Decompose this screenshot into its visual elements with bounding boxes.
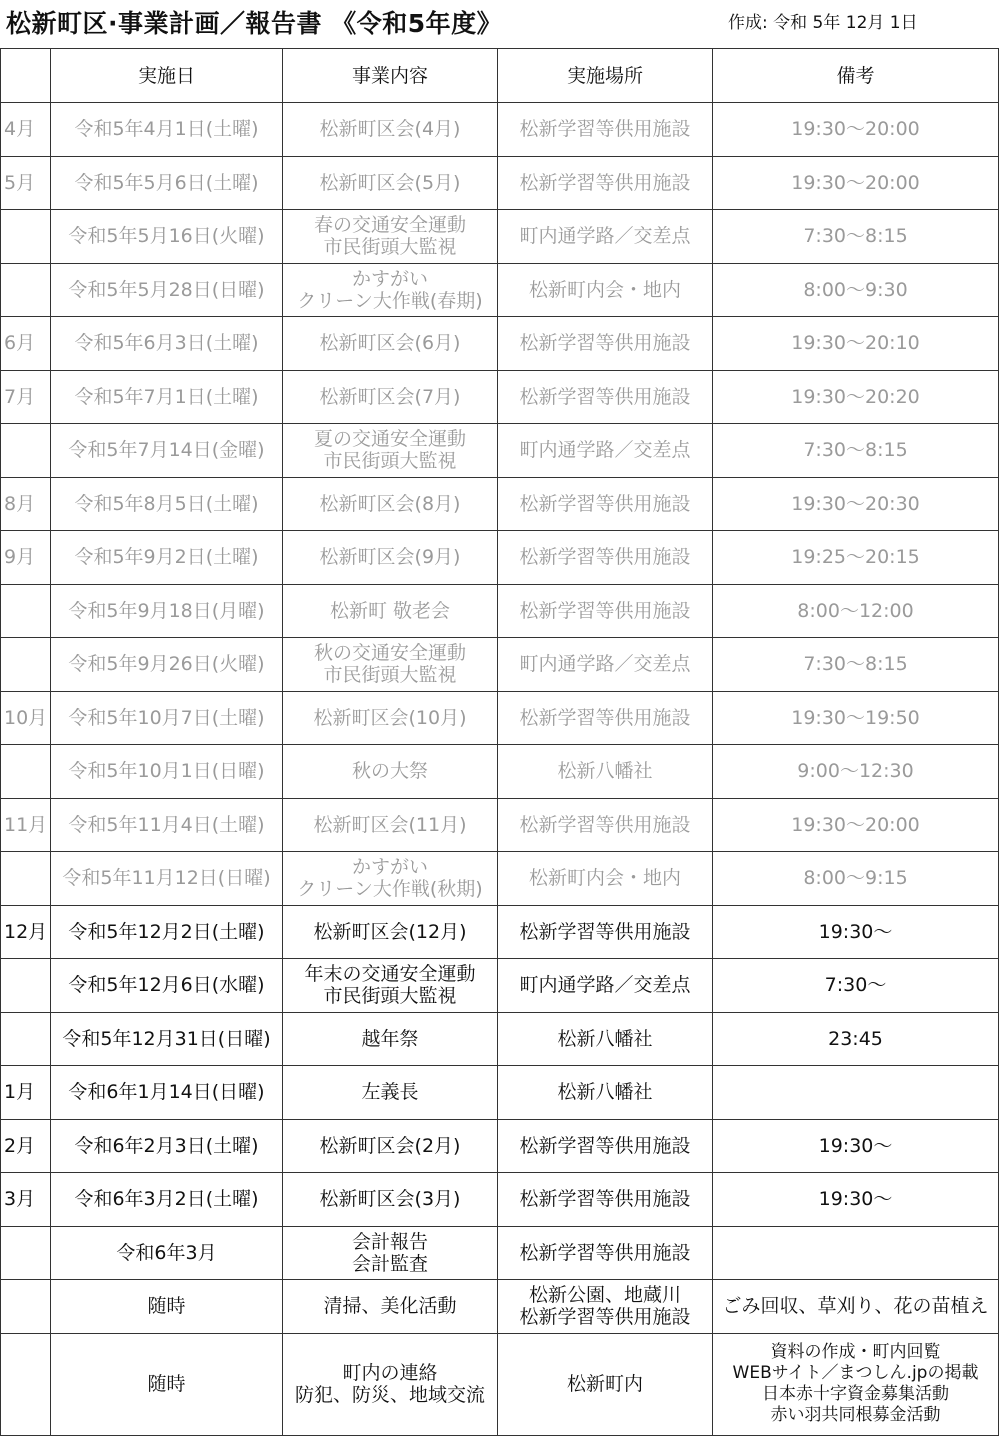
header-content: 事業内容 xyxy=(283,49,498,103)
content-cell xyxy=(283,798,498,852)
place-cell xyxy=(498,1119,713,1173)
table-row xyxy=(1,1066,999,1120)
cell-line: 松新学習等供用施設 xyxy=(519,118,691,141)
table-row xyxy=(1,798,999,852)
month-cell xyxy=(1,263,51,317)
table-row xyxy=(1,424,999,478)
cell-line: 19:30〜20:30 xyxy=(791,492,920,515)
date-cell: 令和5年6月3日(土曜) xyxy=(51,317,283,371)
content-cell xyxy=(283,210,498,264)
table-row xyxy=(1,959,999,1013)
cell-line: 赤い羽共同根募金活動 xyxy=(770,1405,941,1425)
cell-line: 松新公園、地蔵川 xyxy=(528,1284,681,1307)
month-cell xyxy=(1,745,51,799)
month-cell xyxy=(1,1012,51,1066)
cell-line: 秋の大祭 xyxy=(351,760,428,783)
content-cell xyxy=(283,1333,498,1435)
note-cell xyxy=(713,317,999,371)
month-cell xyxy=(1,1280,51,1334)
cell-line: 松新学習等供用施設 xyxy=(519,1134,691,1157)
header-place: 実施場所 xyxy=(498,49,713,103)
table-row xyxy=(1,263,999,317)
place-cell xyxy=(498,424,713,478)
place-cell xyxy=(498,156,713,210)
content-cell xyxy=(283,1066,498,1120)
header-date: 実施日 xyxy=(51,49,283,103)
cell-line: 松新学習等供用施設 xyxy=(519,1306,691,1329)
note-cell xyxy=(713,156,999,210)
place-cell xyxy=(498,1173,713,1227)
cell-line: 松新学習等供用施設 xyxy=(519,920,691,943)
place-cell xyxy=(498,317,713,371)
note-cell xyxy=(713,1333,999,1435)
note-cell xyxy=(713,852,999,906)
table-row xyxy=(1,210,999,264)
note-cell xyxy=(713,1012,999,1066)
table-row xyxy=(1,905,999,959)
date-cell: 令和6年1月14日(日曜) xyxy=(51,1066,283,1120)
cell-line: 8:00〜12:00 xyxy=(797,599,914,622)
date-cell: 随時 xyxy=(51,1280,283,1334)
cell-line: 年末の交通安全運動 xyxy=(304,963,476,986)
table-row xyxy=(1,1280,999,1334)
note-cell xyxy=(713,691,999,745)
place-cell xyxy=(498,745,713,799)
header-month xyxy=(1,49,51,103)
month-cell xyxy=(1,638,51,692)
cell-line: 松新町内会・地内 xyxy=(528,867,681,890)
cell-line: 19:30〜20:20 xyxy=(791,385,920,408)
table-row xyxy=(1,638,999,692)
table-row xyxy=(1,745,999,799)
cell-line: 資料の作成・町内回覧 xyxy=(770,1342,941,1362)
place-cell xyxy=(498,477,713,531)
cell-line: 春の交通安全運動 xyxy=(313,214,466,237)
cell-line: 越年祭 xyxy=(361,1027,419,1050)
cell-line: 町内の連絡 xyxy=(342,1362,438,1384)
month-cell xyxy=(1,210,51,264)
cell-line: 市民街頭大監視 xyxy=(323,236,457,259)
cell-line: 松新八幡社 xyxy=(557,1027,653,1050)
content-cell xyxy=(283,531,498,585)
month-cell: 5月 xyxy=(1,156,51,210)
content-cell xyxy=(283,1173,498,1227)
place-cell xyxy=(498,263,713,317)
page-title: 松新町区·事業計画／報告書 《令和5年度》 xyxy=(6,9,503,38)
cell-line: 夏の交通安全運動 xyxy=(313,428,466,451)
cell-line: 7:30〜8:15 xyxy=(803,439,908,462)
note-cell xyxy=(713,370,999,424)
content-cell xyxy=(283,1280,498,1334)
note-cell xyxy=(713,1280,999,1334)
table-row xyxy=(1,1012,999,1066)
content-cell xyxy=(283,156,498,210)
cell-line: 松新町内 xyxy=(566,1373,643,1395)
month-cell: 6月 xyxy=(1,317,51,371)
date-cell: 令和5年9月18日(月曜) xyxy=(51,584,283,638)
month-cell: 1月 xyxy=(1,1066,51,1120)
cell-line: かすがい xyxy=(351,267,428,290)
cell-line: 清掃、美化活動 xyxy=(323,1295,457,1318)
header-note: 備考 xyxy=(713,49,999,103)
cell-line: 松新学習等供用施設 xyxy=(519,171,691,194)
table-row xyxy=(1,370,999,424)
month-cell: 4月 xyxy=(1,103,51,157)
cell-line: 松新町区会(6月) xyxy=(319,332,461,355)
date-cell: 令和5年10月1日(日曜) xyxy=(51,745,283,799)
date-cell: 令和5年9月26日(火曜) xyxy=(51,638,283,692)
table-row xyxy=(1,584,999,638)
note-cell xyxy=(713,1226,999,1280)
content-cell xyxy=(283,103,498,157)
cell-line: 松新町区会(11月) xyxy=(313,813,467,836)
content-cell xyxy=(283,1226,498,1280)
cell-line: 松新学習等供用施設 xyxy=(519,332,691,355)
place-cell xyxy=(498,531,713,585)
cell-line: 松新町区会(8月) xyxy=(319,492,461,515)
cell-line: 秋の交通安全運動 xyxy=(313,642,466,665)
date-cell: 令和5年5月28日(日曜) xyxy=(51,263,283,317)
cell-line: 松新学習等供用施設 xyxy=(519,599,691,622)
table-row xyxy=(1,852,999,906)
cell-line: 7:30〜8:15 xyxy=(803,653,908,676)
date-cell: 令和5年9月2日(土曜) xyxy=(51,531,283,585)
table-row xyxy=(1,691,999,745)
cell-line: 松新学習等供用施設 xyxy=(519,1241,691,1264)
date-cell: 令和5年11月4日(土曜) xyxy=(51,798,283,852)
date-cell: 随時 xyxy=(51,1333,283,1435)
note-cell xyxy=(713,959,999,1013)
note-cell xyxy=(713,210,999,264)
table-body xyxy=(1,103,999,1436)
content-cell xyxy=(283,1119,498,1173)
cell-line: 松新学習等供用施設 xyxy=(519,1188,691,1211)
table-row xyxy=(1,1119,999,1173)
cell-line: 松新町区会(12月) xyxy=(313,920,467,943)
cell-line: 19:30〜 xyxy=(818,1134,893,1157)
place-cell xyxy=(498,584,713,638)
cell-line: 松新学習等供用施設 xyxy=(519,546,691,569)
cell-line: 19:25〜20:15 xyxy=(791,546,920,569)
created-date: 作成: 令和 5年 12月 1日 xyxy=(728,13,918,33)
cell-line: 松新学習等供用施設 xyxy=(519,706,691,729)
month-cell: 8月 xyxy=(1,477,51,531)
month-cell: 3月 xyxy=(1,1173,51,1227)
cell-line: 市民街頭大監視 xyxy=(323,664,457,687)
cell-line: 松新町区会(4月) xyxy=(319,118,461,141)
table-row xyxy=(1,1226,999,1280)
note-cell xyxy=(713,1119,999,1173)
content-cell xyxy=(283,263,498,317)
place-cell xyxy=(498,1012,713,1066)
place-cell xyxy=(498,1066,713,1120)
cell-line: 23:45 xyxy=(828,1027,883,1050)
table-row xyxy=(1,531,999,585)
place-cell xyxy=(498,905,713,959)
table-row xyxy=(1,156,999,210)
month-cell: 12月 xyxy=(1,905,51,959)
content-cell xyxy=(283,1012,498,1066)
month-cell xyxy=(1,1226,51,1280)
cell-line: 松新町区会(7月) xyxy=(319,385,461,408)
content-cell xyxy=(283,424,498,478)
cell-line: 19:30〜19:50 xyxy=(791,706,920,729)
date-cell: 令和5年7月1日(土曜) xyxy=(51,370,283,424)
place-cell xyxy=(498,691,713,745)
content-cell xyxy=(283,317,498,371)
cell-line: 松新町区会(3月) xyxy=(319,1188,461,1211)
cell-line: 松新八幡社 xyxy=(557,1081,653,1104)
content-cell xyxy=(283,959,498,1013)
cell-line: 松新学習等供用施設 xyxy=(519,492,691,515)
place-cell xyxy=(498,959,713,1013)
place-cell xyxy=(498,1333,713,1435)
cell-line: 松新町区会(2月) xyxy=(319,1134,461,1157)
date-cell: 令和5年10月7日(土曜) xyxy=(51,691,283,745)
note-cell xyxy=(713,477,999,531)
table-row xyxy=(1,1173,999,1227)
cell-line: 町内通学路／交差点 xyxy=(519,974,691,997)
month-cell: 10月 xyxy=(1,691,51,745)
place-cell xyxy=(498,1226,713,1280)
cell-line: 松新町 敬老会 xyxy=(329,599,451,622)
table-row xyxy=(1,1333,999,1435)
place-cell xyxy=(498,798,713,852)
month-cell: 7月 xyxy=(1,370,51,424)
cell-line: 松新学習等供用施設 xyxy=(519,385,691,408)
place-cell xyxy=(498,1280,713,1334)
date-cell: 令和5年7月14日(金曜) xyxy=(51,424,283,478)
content-cell xyxy=(283,691,498,745)
note-cell xyxy=(713,745,999,799)
month-cell: 9月 xyxy=(1,531,51,585)
content-cell xyxy=(283,852,498,906)
cell-line: 8:00〜9:15 xyxy=(803,867,908,890)
cell-line: 19:30〜 xyxy=(818,920,893,943)
content-cell xyxy=(283,477,498,531)
month-cell xyxy=(1,1333,51,1435)
cell-line: ごみ回収、草刈り、花の苗植え xyxy=(722,1295,989,1318)
cell-line: 町内通学路／交差点 xyxy=(519,653,691,676)
place-cell xyxy=(498,852,713,906)
table-row xyxy=(1,477,999,531)
cell-line: 松新町区会(9月) xyxy=(319,546,461,569)
place-cell xyxy=(498,103,713,157)
content-cell xyxy=(283,905,498,959)
note-cell xyxy=(713,424,999,478)
note-cell xyxy=(713,905,999,959)
month-cell xyxy=(1,584,51,638)
date-cell: 令和5年8月5日(土曜) xyxy=(51,477,283,531)
cell-line: 左義長 xyxy=(361,1081,419,1104)
month-cell xyxy=(1,959,51,1013)
cell-line: WEBサイト／まつしん.jpの掲載 xyxy=(732,1363,979,1383)
cell-line: 町内通学路／交差点 xyxy=(519,439,691,462)
table-row xyxy=(1,103,999,157)
cell-line: 松新町内会・地内 xyxy=(528,278,681,301)
place-cell xyxy=(498,210,713,264)
date-cell: 令和6年3月2日(土曜) xyxy=(51,1173,283,1227)
cell-line: 19:30〜20:10 xyxy=(791,332,920,355)
cell-line: 19:30〜20:00 xyxy=(791,171,920,194)
date-cell: 令和5年11月12日(日曜) xyxy=(51,852,283,906)
place-cell xyxy=(498,370,713,424)
cell-line: かすがい xyxy=(351,856,428,879)
cell-line: 8:00〜9:30 xyxy=(803,278,908,301)
content-cell xyxy=(283,745,498,799)
cell-line: 松新学習等供用施設 xyxy=(519,813,691,836)
note-cell xyxy=(713,584,999,638)
cell-line: 市民街頭大監視 xyxy=(323,985,457,1008)
note-cell xyxy=(713,103,999,157)
cell-line: 7:30〜 xyxy=(824,974,887,997)
cell-line: 市民街頭大監視 xyxy=(323,450,457,473)
date-cell: 令和5年12月31日(日曜) xyxy=(51,1012,283,1066)
cell-line: 19:30〜20:00 xyxy=(791,813,920,836)
cell-line: 9:00〜12:30 xyxy=(797,760,914,783)
cell-line: 7:30〜8:15 xyxy=(803,225,908,248)
date-cell: 令和5年5月6日(土曜) xyxy=(51,156,283,210)
cell-line: 会計監査 xyxy=(351,1252,428,1275)
month-cell: 2月 xyxy=(1,1119,51,1173)
plan-table xyxy=(0,48,999,1436)
place-cell xyxy=(498,638,713,692)
content-cell xyxy=(283,584,498,638)
date-cell: 令和6年3月 xyxy=(51,1226,283,1280)
cell-line: 会計報告 xyxy=(351,1230,428,1253)
date-cell: 令和5年4月1日(土曜) xyxy=(51,103,283,157)
date-cell: 令和6年2月3日(土曜) xyxy=(51,1119,283,1173)
table-row xyxy=(1,317,999,371)
month-cell: 11月 xyxy=(1,798,51,852)
cell-line: 19:30〜 xyxy=(818,1188,893,1211)
date-cell: 令和5年12月6日(水曜) xyxy=(51,959,283,1013)
cell-line: 町内通学路／交差点 xyxy=(519,225,691,248)
note-cell xyxy=(713,1173,999,1227)
date-cell: 令和5年12月2日(土曜) xyxy=(51,905,283,959)
cell-line: 松新町区会(10月) xyxy=(313,706,467,729)
month-cell xyxy=(1,424,51,478)
note-cell xyxy=(713,531,999,585)
cell-line: クリーン大作戦(秋期) xyxy=(297,878,483,901)
date-cell: 令和5年5月16日(火曜) xyxy=(51,210,283,264)
cell-line: 日本赤十字資金募集活動 xyxy=(762,1384,949,1404)
table-header-row xyxy=(1,49,999,103)
month-cell xyxy=(1,852,51,906)
content-cell xyxy=(283,638,498,692)
content-cell xyxy=(283,370,498,424)
note-cell xyxy=(713,1066,999,1120)
note-cell xyxy=(713,263,999,317)
cell-line: 松新八幡社 xyxy=(557,760,653,783)
cell-line: 松新町区会(5月) xyxy=(319,171,461,194)
note-cell xyxy=(713,638,999,692)
note-cell xyxy=(713,798,999,852)
cell-line: 防犯、防災、地域交流 xyxy=(294,1384,485,1406)
cell-line: 19:30〜20:00 xyxy=(791,118,920,141)
cell-line: クリーン大作戦(春期) xyxy=(297,289,483,312)
